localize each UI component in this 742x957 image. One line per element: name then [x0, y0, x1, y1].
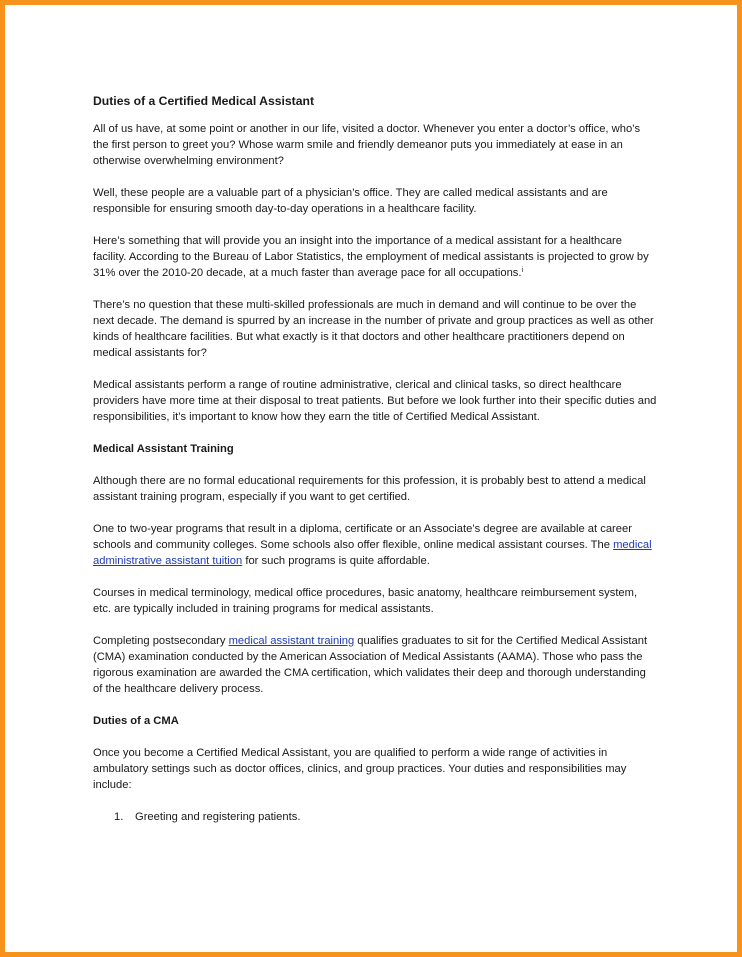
document-title: Duties of a Certified Medical Assistant: [93, 94, 315, 108]
duties-list: [93, 809, 658, 825]
training-paragraph-1: Although there are no formal educational requirements for this profession, it is probably best to attend a medical assistant training program, especially if you want to get certified.: [93, 475, 646, 503]
training-paragraph-4-text-end: qualifies graduates to sit for the Certified Medical Assistant (CMA) examination conducted by the American Association of Medical Assistants (AAMA). Those who pass the rigorous examination are awarded the CMA certification, which validates their deep and thorough understanding of the healthcare delivery process.: [93, 635, 648, 695]
training-paragraph-4-text-start: Completing postsecondary: [93, 635, 229, 647]
tuition-link[interactable]: medical administrative assistant tuition: [93, 539, 652, 567]
training-link[interactable]: medical assistant training: [228, 635, 355, 647]
training-paragraph-3: Courses in medical terminology, medical office procedures, basic anatomy, healthcare reimbursement system, etc. are typically included in training programs for medical assistants.: [93, 587, 638, 615]
intro-paragraph-4: There’s no question that these multi-skilled professionals are much in demand and will continue to be over the next decade. The demand is spurred by an increase in the number of private and group practices as well as other kinds of healthcare facilities. But what exactly is it that doctors and other healthcare practitioners depend on medical assistants for?: [93, 299, 654, 359]
intro-paragraph-5: Medical assistants perform a range of routine administrative, clerical and clinical tasks, so direct healthcare providers have more time at their disposal to treat patients. But before we look further into their specific duties and responsibilities, it’s important to know how they earn the title of Certified Medical Assistant.: [93, 379, 657, 423]
intro-paragraph-3-text: Here’s something that will provide you an insight into the importance of a medical assistant for a healthcare facility. According to the Bureau of Labor Statistics, the employment of medical assistants is projected to grow by 31% over the 2010-20 decade, at a much faster than average pace for all occupations.: [93, 235, 649, 279]
footnote-marker: i: [521, 267, 524, 274]
list-item-text: Greeting and registering patients.: [135, 811, 301, 823]
intro-paragraph-1: All of us have, at some point or another in our life, visited a doctor. Whenever you enter a doctor’s office, who’s the first person to greet you? Whose warm smile and friendly demeanor puts you immediately at ease in an otherwise overwhelming environment?: [93, 123, 641, 167]
training-paragraph-2-text-start: One to two-year programs that result in a diploma, certificate or an Associate’s degree are available at career schools and community colleges. Some schools also offer flexible, online medical assistant courses. The: [93, 523, 632, 551]
intro-paragraph-2: Well, these people are a valuable part of a physician’s office. They are called medical assistants and are responsible for ensuring smooth day-to-day operations in a healthcare facility.: [93, 187, 608, 215]
training-paragraph-2-text-end: for such programs is quite affordable.: [242, 555, 430, 567]
training-paragraph-4: [93, 633, 658, 697]
training-heading: Medical Assistant Training: [93, 443, 234, 455]
document-page: [5, 5, 737, 952]
duties-heading: Duties of a CMA: [93, 715, 179, 727]
intro-paragraph-3: [93, 233, 658, 281]
training-paragraph-2: [93, 521, 658, 569]
document-body: [93, 93, 658, 825]
list-item: [93, 809, 658, 825]
list-item-number: 1.: [114, 811, 124, 823]
duties-intro: Once you become a Certified Medical Assistant, you are qualified to perform a wide range of activities in ambulatory settings such as doctor offices, clinics, and group practices. Your duties and responsibilities may include:: [93, 747, 627, 791]
